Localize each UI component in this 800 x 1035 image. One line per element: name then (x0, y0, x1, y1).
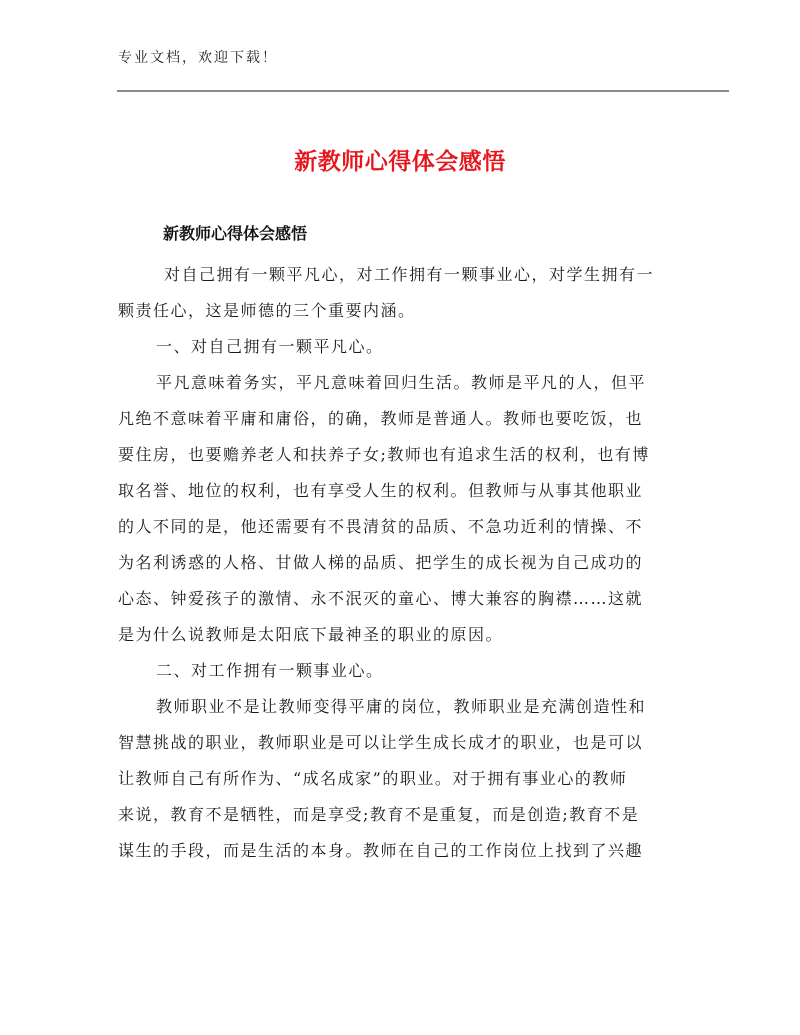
document-title: 新教师心得体会感悟 (294, 149, 506, 175)
header-divider (117, 90, 729, 92)
section-heading: 二、对工作拥有一颗事业心。 (156, 661, 384, 680)
paragraph-line: 教师职业不是让教师变得平庸的岗位，教师职业是充满创造性和 (156, 697, 647, 716)
paragraph-line: 取名誉、地位的权利，也有享受人生的权利。但教师与从事其他职业 (118, 481, 644, 500)
paragraph-line: 对自己拥有一颗平凡心，对工作拥有一颗事业心，对学生拥有一 (164, 265, 655, 284)
paragraph-line: 要住房，也要赡养老人和扶养子女;教师也有追求生活的权利，也有博 (118, 445, 650, 464)
paragraph-line: 心态、钟爱孩子的激情、永不泯灭的童心、博大兼容的胸襟……这就 (118, 589, 644, 608)
paragraph-line: 的人不同的是，他还需要有不畏清贫的品质、不急功近利的情操、不 (118, 517, 644, 536)
paragraph-line: 智慧挑战的职业，教师职业是可以让学生成长成才的职业，也是可以 (118, 733, 644, 752)
document-body (118, 257, 678, 869)
page-header: 专业文档，欢迎下载！ (118, 50, 278, 66)
paragraph-line: 为名利诱惑的人格、甘做人梯的品质、把学生的成长视为自己成功的 (118, 553, 644, 572)
paragraph-line: 平凡意味着务实，平凡意味着回归生活。教师是平凡的人，但平 (156, 373, 647, 392)
document-subtitle: 新教师心得体会感悟 (163, 224, 308, 243)
section-heading: 一、对自己拥有一颗平凡心。 (156, 337, 384, 356)
paragraph-line: 颗责任心，这是师德的三个重要内涵。 (118, 301, 416, 320)
paragraph-line: 凡绝不意味着平庸和庸俗，的确，教师是普通人。教师也要吃饭，也 (118, 409, 644, 428)
paragraph-line: 谋生的手段，而是生活的本身。教师在自己的工作岗位上找到了兴趣 (118, 841, 644, 860)
paragraph-line: 是为什么说教师是太阳底下最神圣的职业的原因。 (118, 625, 504, 644)
paragraph-line: 让教师自己有所作为、“成名成家”的职业。对于拥有事业心的教师 (118, 769, 628, 788)
paragraph-line: 来说，教育不是牺牲，而是享受;教育不是重复，而是创造;教育不是 (118, 805, 640, 824)
